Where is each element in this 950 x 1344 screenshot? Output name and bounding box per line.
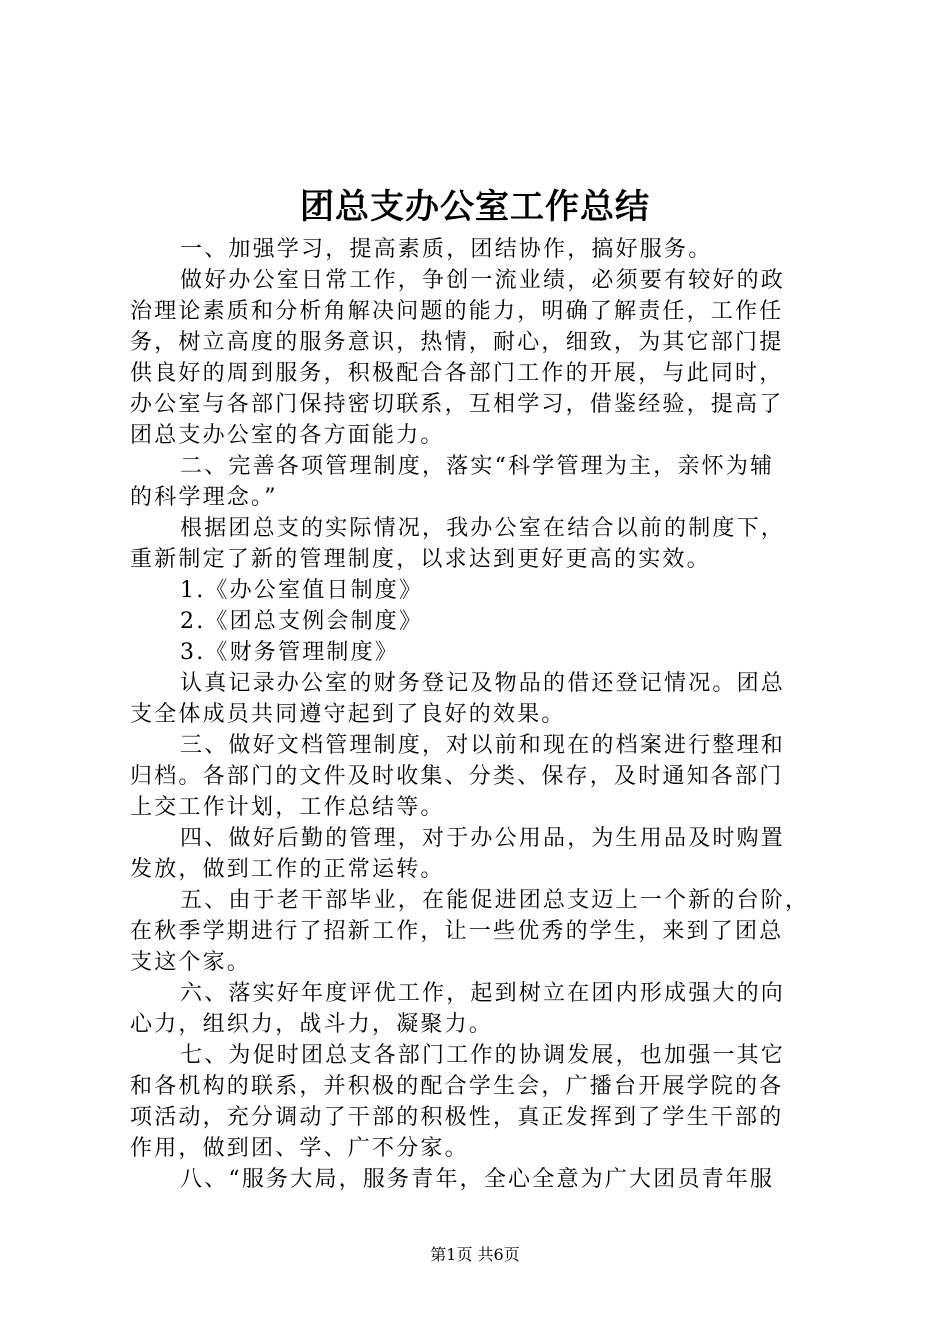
body-line: 的科学理念。” <box>130 485 278 510</box>
body-line: 认真记录办公室的财务登记及物品的借还登记情况。团总 <box>180 671 786 696</box>
body-line: 重新制定了新的管理制度，以求达到更好更高的实效。 <box>130 547 711 572</box>
body-line: 做好办公室日常工作，争创一流业绩，必须要有较好的政 <box>180 268 786 293</box>
body-line: 三、做好文档管理制度，对以前和现在的档案进行整理和 <box>180 733 786 758</box>
body-line: 八、“服务大局，服务青年，全心全意为广大团员青年服 <box>180 1167 775 1192</box>
body-line: 治理论素质和分析角解决问题的能力，明确了解责任，工作任 <box>130 299 784 324</box>
body-line: 和各机构的联系，并积极的配合学生会，广播台开展学院的各 <box>130 1074 784 1099</box>
body-line: 支这个家。 <box>130 950 252 975</box>
body-line: 七、为促时团总支各部门工作的协调发展，也加强一其它 <box>180 1043 786 1068</box>
body-line: 发放，做到工作的正常运转。 <box>130 857 445 882</box>
body-line: 作用，做到团、学、广不分家。 <box>130 1136 469 1161</box>
body-line: 四、做好后勤的管理，对于办公用品，为生用品及时购置 <box>180 826 786 851</box>
list-item: 1.《办公室值日制度》 <box>180 578 424 603</box>
body-line: 根据团总支的实际情况，我办公室在结合以前的制度下， <box>180 516 786 541</box>
document-body <box>130 234 835 1195</box>
body-line: 在秋季学期进行了招新工作，让一些优秀的学生，来到了团总 <box>130 919 784 944</box>
body-line: 心力，组织力，战斗力，凝聚力。 <box>130 1012 494 1037</box>
body-line: 办公室与各部门保持密切联系，互相学习，借鉴经验，提高了 <box>130 392 784 417</box>
body-line: 归档。各部门的文件及时收集、分类、保存，及时通知各部门 <box>130 764 784 789</box>
body-line: 五、由于老干部毕业，在能促进团总支迈上一个新的台阶， <box>180 888 810 913</box>
list-item: 2.《团总支例会制度》 <box>180 609 424 634</box>
body-line: 二、完善各项管理制度，落实“科学管理为主，亲怀为辅 <box>180 454 775 479</box>
list-item: 3.《财务管理制度》 <box>180 640 399 665</box>
page-footer: 第1页 共6页 <box>430 1245 520 1264</box>
body-line: 项活动，充分调动了干部的积极性，真正发挥到了学生干部的 <box>130 1105 784 1130</box>
document-title: 团总支办公室工作总结 <box>300 187 650 227</box>
body-line: 上交工作计划，工作总结等。 <box>130 795 445 820</box>
body-line: 务，树立高度的服务意识，热情，耐心，细致，为其它部门提 <box>130 330 784 355</box>
body-line: 供良好的周到服务，积极配合各部门工作的开展，与此同时， <box>130 361 784 386</box>
body-line: 团总支办公室的各方面能力。 <box>130 423 445 448</box>
body-line: 一、加强学习，提高素质，团结协作，搞好服务。 <box>180 237 713 262</box>
body-line: 六、落实好年度评优工作，起到树立在团内形成强大的向 <box>180 981 786 1006</box>
body-line: 支全体成员共同遵守起到了良好的效果。 <box>130 702 566 727</box>
